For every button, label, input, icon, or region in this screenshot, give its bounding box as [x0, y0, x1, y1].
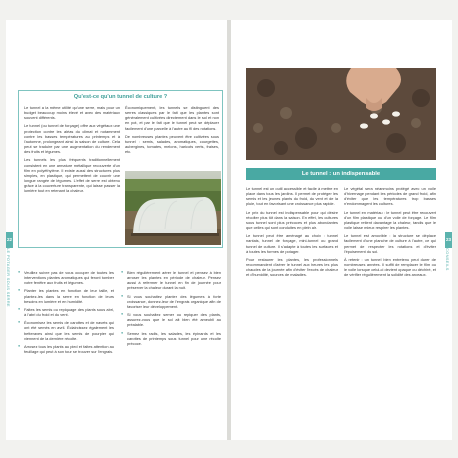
- info-box-col-1: [24, 105, 120, 197]
- info-box-title: Qu'est-ce qu'un tunnel de culture ?: [73, 94, 168, 100]
- paragraph: Le tunnel a la même utilité qu'une serre, mais pour un budget beaucoup moins élevé et avec des matériaux souvent différents.: [24, 105, 120, 121]
- running-head: [445, 248, 452, 348]
- list-item: ● Faites les semis ou repiquage des plants sous abri, à l'abri du froid et du vent.: [18, 307, 114, 317]
- running-head-text: CONSEILS: [445, 248, 450, 271]
- paragraph: Le tunnel peut être aménagé au choix : tunnel nantais, tunnel de forçage, mini-tunnel ou grand tunnel de culture. Il s'adapte à toutes les surfaces et à toutes les formes de potager.: [246, 233, 338, 254]
- left-page: [6, 20, 227, 440]
- running-head: [6, 248, 13, 348]
- list-item: ● Veuillez suivre pas de vous occuper de toutes les interventions plantes aromatiques qui feront tomber votre fenêtre aux fruits et légumes.: [18, 270, 114, 285]
- paragraph: Les tunnels les plus fréquents traditionnellement consistent en une armature métallique recouverte d'un film en polyéthylène. Il existe aussi des structures plus simples, en plastique, qui permettent de couvrir une longue rangée de légumes. L'effet de serre est obtenu grâce à la couverture transparente, qui laisse passer la lumière tout en retenant la chaleur.: [24, 157, 120, 194]
- list-item: ● Si vous souhaitez planter des légumes à forte croissance, donnez-leur de l'engrais organique afin de favoriser leur développement.: [121, 294, 221, 309]
- list-item: ● Planter les plantes en fonction de leur taille, et plantez-les dans la serre en fonction de leurs besoins en lumière et en humidité.: [18, 288, 114, 303]
- paragraph: De nombreuses plantes peuvent être cultivées sous tunnel : semis, salades, aromatiques, courgettes, aubergines, tomates, melons, haricots verts, fraises, etc.: [125, 133, 219, 155]
- paragraph: Le tunnel (ou tunnel de forçage) offre aux végétaux une protection contre les aléas du climat et notamment contre les basses températures au printemps et à l'automne, prolongeant ainsi la saison de culture. Cela peut se traduire par une augmentation du rendement des fruits et légumes.: [24, 123, 120, 155]
- paragraph: Le tunnel est amovible : la structure se déplace facilement d'une planche de culture à l'autre, ce qui permet de respecter les rotations et d'éviter l'épuisement du sol.: [344, 233, 436, 254]
- paragraph: Le tunnel est un outil accessible et facile à mettre en place dans tous les jardins. Il permet de protéger les semis et les jeunes plants du froid, du vent et de la pluie, tout en favorisant une croissance plus rapide.: [246, 186, 338, 207]
- paragraph: Économiquement, les tunnels se distinguent des serres classiques par le fait que les plantes sont généralement cultivées directement dans le sol et non en pot, et par le fait que le tunnel peut se déplacer facilement d'une parcelle à l'autre au fil des rotations.: [125, 105, 219, 131]
- running-head-text: LE POTAGER SOUS SERRE: [6, 248, 11, 307]
- list-item: ● Économisez les semis de carottes et de navets qui ont été semés en avril. Éclaircissez également les betteraves ainsi que les semis de pourpier qui viennent de la dernière récolte.: [18, 320, 114, 341]
- info-box: [18, 90, 223, 248]
- list-item: ● Si vous souhaitez semer ou repiquer des plants, assurez-vous que le sol ait bien été ameubli au préalable.: [121, 312, 221, 327]
- paragraph: À retenir : un tunnel bien entretenu peut durer de nombreuses années. Il suffit de remplacer le film ou le voile lorsque celui-ci devient opaque ou déchiré, et de vérifier régulièrement la solidité des arceaux.: [344, 256, 436, 278]
- tips-list-col-1: [18, 270, 114, 357]
- page-number: 22: [6, 232, 13, 248]
- section-banner: Le tunnel : un indispensable: [246, 168, 436, 180]
- paragraph: Le prix du tunnel est indispensable pour qui désire récolter plus tôt dans la saison. En effet, les cultures sous tunnel sont plus précoces et plus abondantes que celles qui sont conduites en plein air.: [246, 209, 338, 231]
- info-box-col-2: [125, 105, 219, 157]
- paragraph: Le tunnel en matériau : le tunnel peut être recouvert d'un film plastique ou d'un voile de forçage. Le film plastique retient davantage la chaleur, tandis que le voile laisse mieux respirer les plantes.: [344, 209, 436, 231]
- tips-list-col-2: [121, 270, 221, 349]
- tunnel-photo: [125, 171, 221, 245]
- right-page: [231, 20, 452, 440]
- paragraph: Pour restaurer les plantes, les professionnels recommandent d'aérer le tunnel aux heures les plus chaudes de la journée afin d'éviter l'excès de chaleur et d'humidité, sources de maladies.: [246, 256, 338, 278]
- body-col-2: [344, 186, 436, 281]
- page-number: 23: [445, 232, 452, 248]
- paragraph: Le végétal sera néanmoins protégé avec un voile d'hivernage pendant les périodes de grand froid, afin d'éviter que les températures trop basses n'endommagent les cultures.: [344, 186, 436, 207]
- list-item: ● Semez les radis, les salades, les épinards et les carottes de printemps sous tunnel pour une récolte précoce.: [121, 331, 221, 346]
- list-item: ● Bien régulièrement aérer le tunnel et pensez à bien arroser les plantes en période de chaleur. Pensez aussi à refermer le tunnel en fin de journée pour préserver la chaleur durant la nuit.: [121, 270, 221, 291]
- seeds-photo: [246, 68, 436, 160]
- list-item: ● Arrosez tous les plants au pied et faites attention au feuillage qui peut à son tour se trouver sur l'engrais.: [18, 344, 114, 354]
- body-col-1: [246, 186, 338, 281]
